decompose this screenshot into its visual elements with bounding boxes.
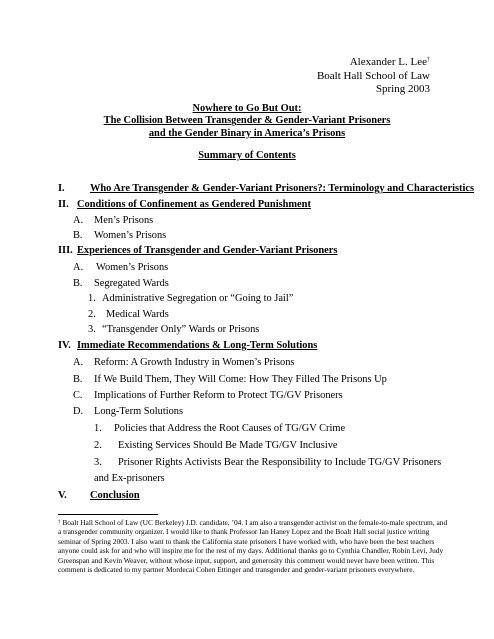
toc-entry-number: 1. — [94, 423, 102, 434]
toc-entry-number: A. — [73, 262, 84, 273]
toc-entry-number: V. — [58, 490, 67, 501]
paper-title — [0, 103, 494, 140]
toc-entry-label: Reform: A Growth Industry in Women’s Prisons — [94, 357, 295, 368]
author-term: Spring 2003 — [375, 83, 430, 95]
toc-entry-label: Existing Services Should Be Made TG/GV Inclusive — [118, 440, 338, 451]
toc-entry-label: Implications of Further Reform to Protect TG/GV Prisoners — [94, 390, 343, 401]
toc-entry-label: Long-Term Solutions — [94, 406, 184, 417]
toc-entry-label: Medical Wards — [106, 309, 169, 320]
toc-entry-label: Experiences of Transgender and Gender-Variant Prisoners — [77, 245, 338, 256]
title-line-1: Nowhere to Go But Out: — [192, 103, 302, 114]
toc-entry-number: A. — [73, 357, 84, 368]
toc-entry-label: Immediate Recommendations & Long-Term Solutions — [77, 340, 318, 351]
footnote-text: Boalt Hall School of Law (UC Berkeley) J.D. candidate, ’04. I am also a transgender activist on the female-to-male spectrum, and a transgender community organizer. I would like to thank Professor Ian Haney Lopez and the Boalt Hall social justice writing seminar of Spring 2003. I also want to thank the California state prisoners I have worked with, who have been the best teachers anyone could ask for and who will inspire me for the rest of my days. Additional thanks go to Cynthia Chandler, Robin Levi, Judy Greenspan and Kevin Weaver, without whose input, support, and generosity this comment would never have been written. This comment is dedicated to my partner Mordecai Cohen Ettinger and transgender and gender-variant prisoners everywhere. — [58, 518, 448, 575]
summary-heading: Summary of Contents — [198, 150, 296, 161]
toc-entry-label: Policies that Address the Root Causes of TG/GV Crime — [114, 423, 346, 434]
toc-entry-number: B. — [73, 278, 83, 289]
footnote-marker: † — [58, 520, 61, 525]
author-school: Boalt Hall School of Law — [316, 69, 430, 82]
toc-entry-number: D. — [73, 406, 84, 417]
toc-entry-number: 3. — [88, 324, 96, 335]
toc-entry-label: Conclusion — [90, 490, 140, 501]
toc-entry-number: A. — [73, 215, 84, 226]
toc-entry-number: 2. — [94, 440, 102, 451]
toc-entry-number: 3. — [94, 457, 102, 468]
toc-entry-label: Conditions of Confinement as Gendered Punishment — [77, 199, 311, 210]
toc-entry-label: Segregated Wards — [94, 278, 169, 289]
author-name-line — [230, 56, 430, 70]
toc-entry-label: Prisoner Rights Activists Bear the Responsibility to Include TG/GV Prisoners — [118, 457, 442, 468]
toc-entry-number: B. — [73, 374, 83, 385]
title-line-2: The Collision Between Transgender & Gender-Variant Prisoners — [103, 115, 391, 127]
toc-entry-label: Men’s Prisons — [94, 215, 154, 226]
toc-entry-label: “Transgender Only” Wards or Prisons — [102, 324, 260, 335]
toc-entry-number: 2. — [88, 309, 96, 320]
toc-entry-label: If We Build Them, They Will Come: How They Filled The Prisons Up — [94, 374, 387, 385]
toc-entry-label: Women’s Prisons — [96, 262, 169, 273]
author-footnote-marker: † — [427, 57, 430, 63]
toc-entry-label: and Ex-prisoners — [94, 473, 165, 484]
toc-entry-label: Women’s Prisons — [94, 230, 167, 241]
toc-entry-number: IV. — [58, 340, 71, 351]
toc-entry-number: III. — [58, 245, 73, 256]
toc-entry-number: II. — [58, 199, 69, 210]
author-name: Alexander L. Lee — [349, 56, 427, 68]
author-block — [230, 56, 430, 97]
footnote — [58, 518, 448, 574]
toc-entry-label: Who Are Transgender & Gender-Variant Prisoners?: Terminology and Characteristics — [90, 183, 475, 194]
toc-entry-number: C. — [73, 390, 83, 401]
toc-entry-number: B. — [73, 230, 83, 241]
title-line-3: and the Gender Binary in America’s Prisons — [148, 127, 346, 139]
toc-entry-number: I. — [58, 183, 65, 194]
toc-entry-label: Administrative Segregation or “Going to Jail” — [102, 293, 294, 304]
footnote-divider — [58, 514, 158, 515]
toc-entry-number: 1. — [88, 293, 96, 304]
